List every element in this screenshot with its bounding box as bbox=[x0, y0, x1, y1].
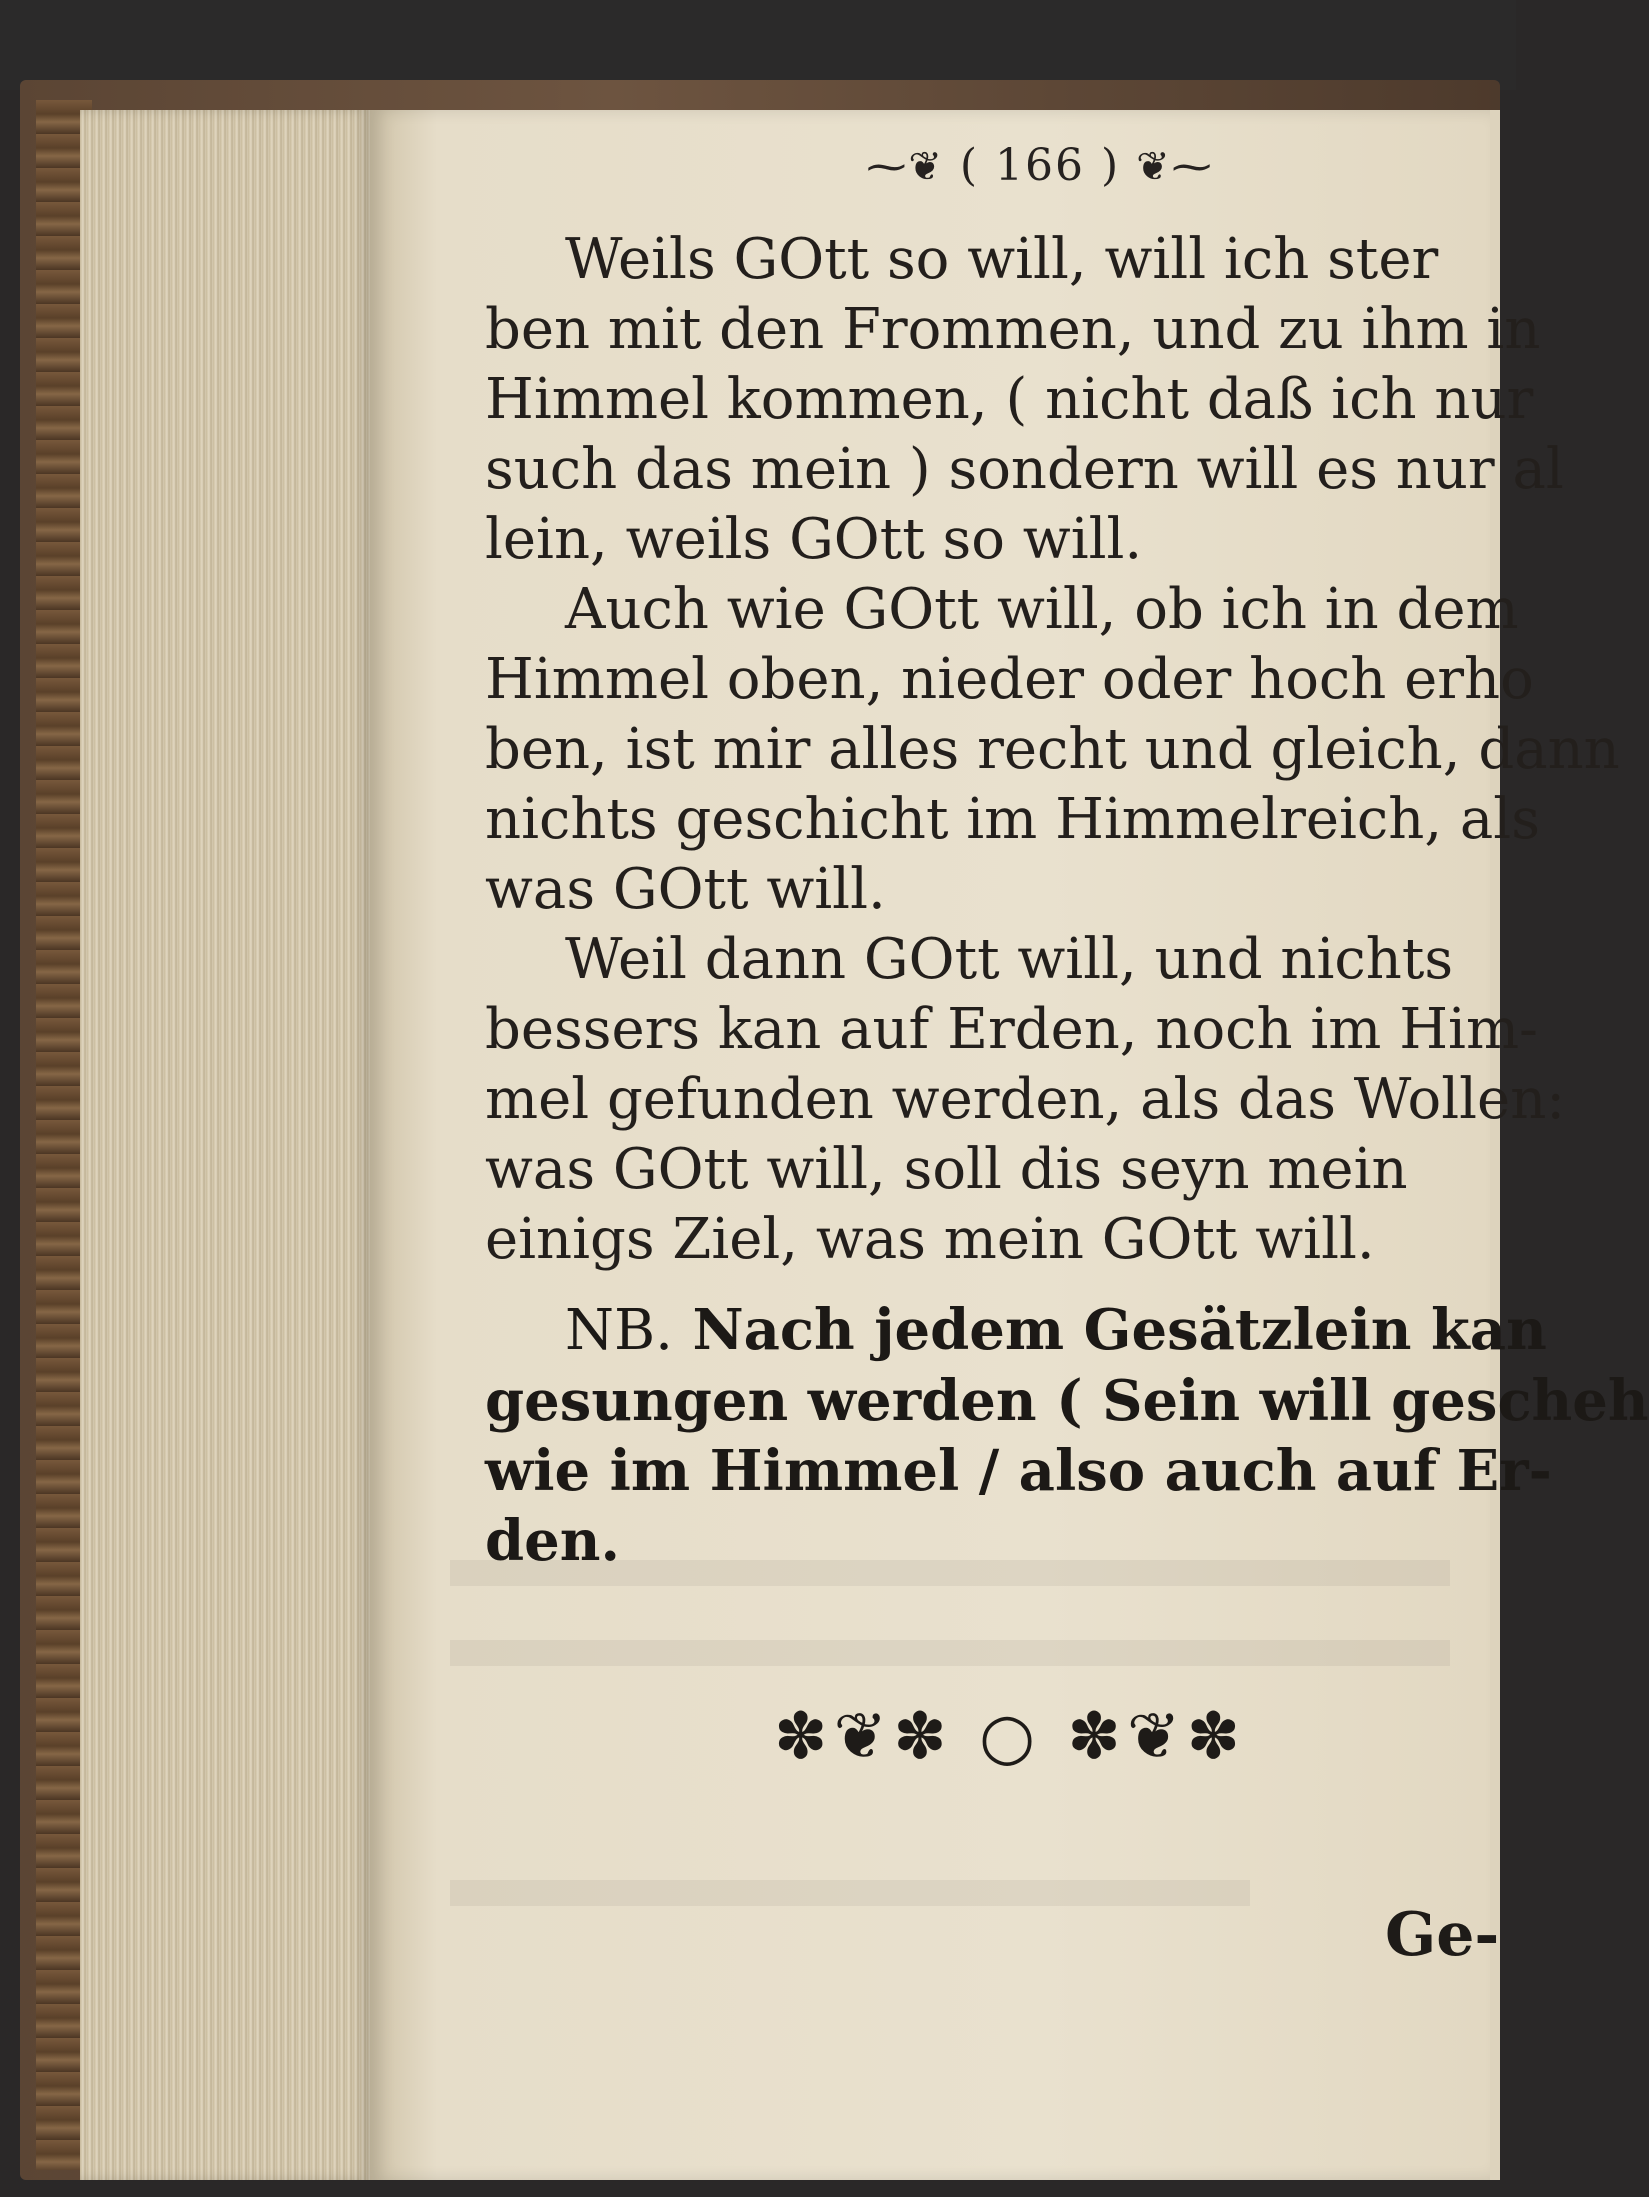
paragraph-line: bessers kan auf Erden, noch im Him- bbox=[485, 997, 1538, 1062]
page-header bbox=[830, 140, 1250, 191]
paragraph-line: Weil dann GOtt will, und nichts bbox=[565, 927, 1454, 992]
note-text: Nach jedem Gesätzlein kan bbox=[692, 1297, 1547, 1363]
fleuron-right-icon: ❦⁓ bbox=[1136, 144, 1214, 190]
paragraph-line: ben, ist mir alles recht und gleich, dann bbox=[485, 717, 1620, 782]
paragraph-line: Auch wie GOtt will, ob ich in dem bbox=[565, 577, 1519, 642]
note-label: NB. bbox=[565, 1298, 673, 1363]
note-line: gesungen werden ( Sein will gescheh bbox=[485, 1368, 1649, 1434]
paragraph-line: nichts geschicht im Himmelreich, als bbox=[485, 787, 1540, 852]
catchword: Ge- bbox=[1385, 1900, 1500, 1970]
note-line: den. bbox=[485, 1508, 620, 1574]
note-line: wie im Himmel / also auch auf Er- bbox=[485, 1438, 1552, 1504]
paragraph-line: mel gefunden werden, als das Wollen: bbox=[485, 1067, 1566, 1132]
ornament-divider-icon: ✽❦✽ ○ ✽❦✽ bbox=[773, 1700, 1247, 1774]
note-line bbox=[485, 1295, 1547, 1366]
paragraph-line: was GOtt will. bbox=[485, 857, 886, 922]
body-text bbox=[485, 225, 1620, 1275]
note-block bbox=[485, 1295, 1649, 1576]
fleuron-left-icon: ⁓❦ bbox=[866, 144, 944, 190]
paragraph-line: Weils GOtt so will, will ich ster bbox=[565, 227, 1439, 292]
paragraph-line: Himmel oben, nieder oder hoch erho bbox=[485, 647, 1534, 712]
page-number: ( 166 ) bbox=[959, 140, 1121, 191]
paragraph-line: einigs Ziel, was mein GOtt will. bbox=[485, 1207, 1375, 1272]
bleed-through bbox=[450, 1640, 1450, 1666]
paragraph-line: Himmel kommen, ( nicht daß ich nur bbox=[485, 367, 1534, 432]
bleed-through bbox=[450, 1880, 1250, 1906]
paragraph-line: ben mit den Frommen, und zu ihm in bbox=[485, 297, 1541, 362]
backdrop bbox=[0, 0, 1516, 90]
paragraph-line: was GOtt will, soll dis seyn mein bbox=[485, 1137, 1408, 1202]
paragraph-line: such das mein ) sondern will es nur al bbox=[485, 437, 1564, 502]
paragraph-line: lein, weils GOtt so will. bbox=[485, 507, 1143, 572]
page-edges bbox=[80, 110, 370, 2180]
